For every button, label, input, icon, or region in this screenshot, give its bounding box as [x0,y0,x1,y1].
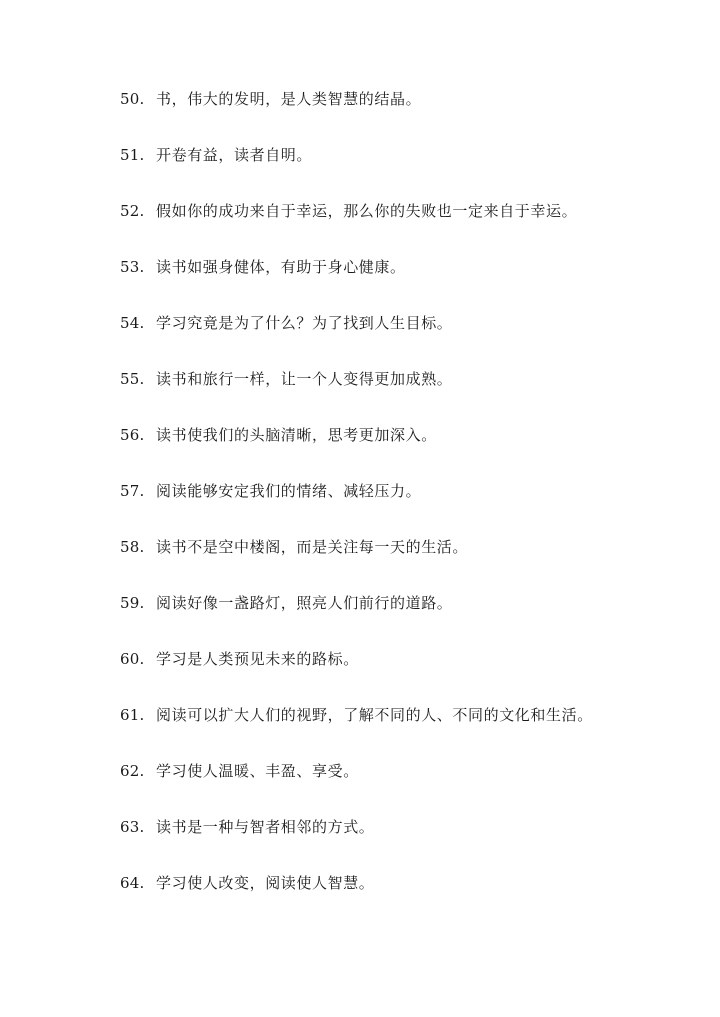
list-item [120,871,374,895]
list-item [120,759,359,783]
item-number: 53. [120,258,145,276]
item-number: 59. [120,594,145,612]
item-number: 52. [120,202,145,220]
item-text: 假如你的成功来自于幸运，那么你的失败也一定来自于幸运。 [156,202,578,220]
item-number: 51. [120,146,145,164]
list-item [120,87,421,111]
item-text: 学习使人温暖、丰盈、享受。 [156,762,359,780]
item-text: 阅读可以扩大人们的视野，了解不同的人、不同的文化和生活。 [156,706,593,724]
item-number: 57. [120,482,145,500]
list-item [120,199,577,223]
item-number: 54. [120,314,145,332]
item-number: 58. [120,538,145,556]
item-text: 书，伟大的发明，是人类智慧的结晶。 [156,90,422,108]
item-number: 56. [120,426,145,444]
list-item [120,647,359,671]
item-number: 50. [120,90,145,108]
item-text: 读书使我们的头脑清晰，思考更加深入。 [156,426,437,444]
item-text: 学习究竟是为了什么？为了找到人生目标。 [156,314,453,332]
list-item [120,367,452,391]
item-text: 读书如强身健体，有助于身心健康。 [156,258,406,276]
item-number: 61. [120,706,145,724]
item-text: 读书不是空中楼阁，而是关注每一天的生活。 [156,538,469,556]
list-item [120,423,437,447]
list-item [120,311,452,335]
list-item [120,479,421,503]
item-number: 64. [120,874,145,892]
list-item [120,591,452,615]
item-text: 阅读能够安定我们的情绪、减轻压力。 [156,482,422,500]
item-number: 63. [120,818,145,836]
list-item [120,535,468,559]
item-number: 62. [120,762,145,780]
item-text: 读书是一种与智者相邻的方式。 [156,818,375,836]
list-item [120,703,593,727]
item-text: 学习是人类预见未来的路标。 [156,650,359,668]
item-text: 学习使人改变，阅读使人智慧。 [156,874,375,892]
item-number: 55. [120,370,145,388]
item-text: 开卷有益，读者自明。 [156,146,313,164]
item-text: 读书和旅行一样，让一个人变得更加成熟。 [156,370,453,388]
list-item [120,143,312,167]
list-item [120,815,374,839]
list-item [120,255,406,279]
item-text: 阅读好像一盏路灯，照亮人们前行的道路。 [156,594,453,612]
item-number: 60. [120,650,145,668]
